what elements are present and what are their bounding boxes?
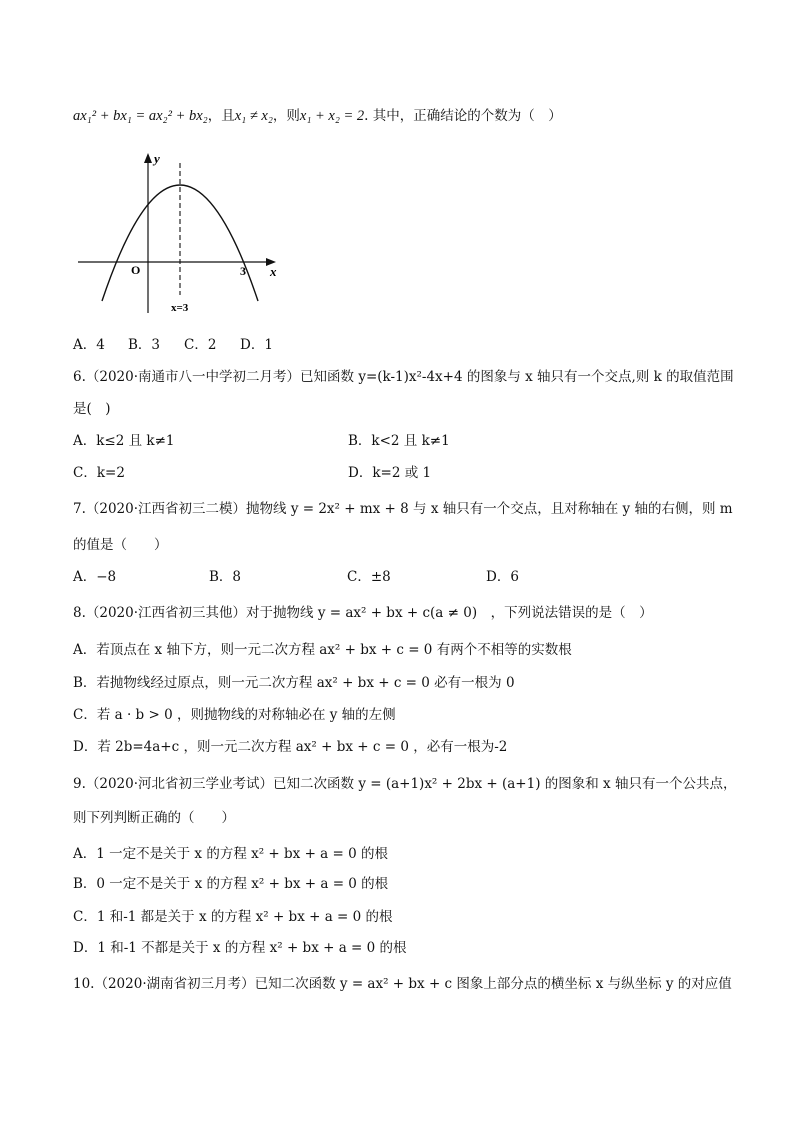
q6-stem-line1: 6.（2020·南通市八一中学初二月考）已知函数 y=(k-1)x²-4x+4 的图象与 x 轴只有一个交点,则 k 的取值范围 <box>73 369 734 385</box>
q5-inequality: x₁ ≠ x₂ <box>234 108 273 124</box>
q5-text-and: ，且 <box>207 108 235 124</box>
q8-stem-line1: 8.（2020·江西省初三其他）对于抛物线 y = ax² + bx + c(a ≠ 0) ，下列说法错误的是（ ） <box>73 605 653 621</box>
q7-stem-line2: 的值是（ ） <box>73 537 168 553</box>
q6-option-a[interactable]: A．k≤2 且 k≠1 <box>73 433 175 449</box>
q7-option-c[interactable]: C．±8 <box>347 569 391 585</box>
q10-stem-line1: 10.（2020·湖南省初三月考）已知二次函数 y = ax² + bx + c 图象上部分点的横坐标 x 与纵坐标 y 的对应值 <box>73 976 732 992</box>
q5-text-then: ，则 <box>272 108 300 124</box>
q8-option-a[interactable]: A．若顶点在 x 轴下方，则一元二次方程 ax² + bx + c = 0 有两个不相等的实数根 <box>73 642 572 658</box>
q5-option-b[interactable]: B．3 <box>128 337 161 353</box>
q9-stem-line2: 则下列判断正确的（ ） <box>73 810 235 826</box>
q8-option-b[interactable]: B．若抛物线经过原点，则一元二次方程 ax² + bx + c = 0 必有一根为 0 <box>73 675 515 691</box>
y-axis-label: y <box>154 151 160 166</box>
q9-stem-line1: 9.（2020·河北省初三学业考试）已知二次函数 y = (a+1)x² + 2bx + (a+1) 的图象和 x 轴只有一个公共点， <box>73 776 737 792</box>
q9-option-a[interactable]: A．1 一定不是关于 x 的方程 x² + bx + a = 0 的根 <box>73 846 389 862</box>
q7-option-d[interactable]: D．6 <box>486 569 519 585</box>
q6-option-d[interactable]: D．k=2 或 1 <box>348 465 432 481</box>
q6-option-b[interactable]: B．k<2 且 k≠1 <box>348 433 450 449</box>
q6-stem-line2: 是( ) <box>73 401 111 417</box>
q7-stem-line1: 7.（2020·江西省初三二模）抛物线 y = 2x² + mx + 8 与 x 轴只有一个交点，且对称轴在 y 轴的右侧，则 m <box>73 501 733 517</box>
q7-option-b[interactable]: B．8 <box>209 569 242 585</box>
q8-option-c[interactable]: C．若 a · b > 0 ，则抛物线的对称轴必在 y 轴的左侧 <box>73 707 396 723</box>
q9-option-d[interactable]: D．1 和-1 不都是关于 x 的方程 x² + bx + a = 0 的根 <box>73 940 407 956</box>
origin-label: O <box>131 263 141 277</box>
q5-condition-line <box>73 106 562 126</box>
q7-option-a[interactable]: A．−8 <box>73 569 117 585</box>
q5-equation: ax₁² + bx₁ = ax₂² + bx₂ <box>73 108 208 124</box>
q9-option-c[interactable]: C．1 和-1 都是关于 x 的方程 x² + bx + a = 0 的根 <box>73 909 393 925</box>
q9-option-b[interactable]: B．0 一定不是关于 x 的方程 x² + bx + a = 0 的根 <box>73 876 389 892</box>
y-axis-arrow <box>144 153 152 163</box>
q5-option-d[interactable]: D．1 <box>240 337 273 353</box>
q6-option-c[interactable]: C．k=2 <box>73 465 125 481</box>
root-label: 3 <box>240 264 246 278</box>
q5-option-c[interactable]: C．2 <box>184 337 217 353</box>
x-axis-label: x <box>270 264 277 279</box>
q8-option-d[interactable]: D．若 2b=4a+c ，则一元二次方程 ax² + bx + c = 0 ，必有一根为-2 <box>73 739 508 755</box>
q5-option-a[interactable]: A．4 <box>73 337 105 353</box>
q5-question-end: . 其中，正确结论的个数为（ ） <box>364 108 562 124</box>
symmetry-axis-label: x=3 <box>171 302 189 314</box>
q5-sum: x₁ + x₂ = 2 <box>299 108 365 124</box>
q5-parabola-figure <box>70 145 300 325</box>
